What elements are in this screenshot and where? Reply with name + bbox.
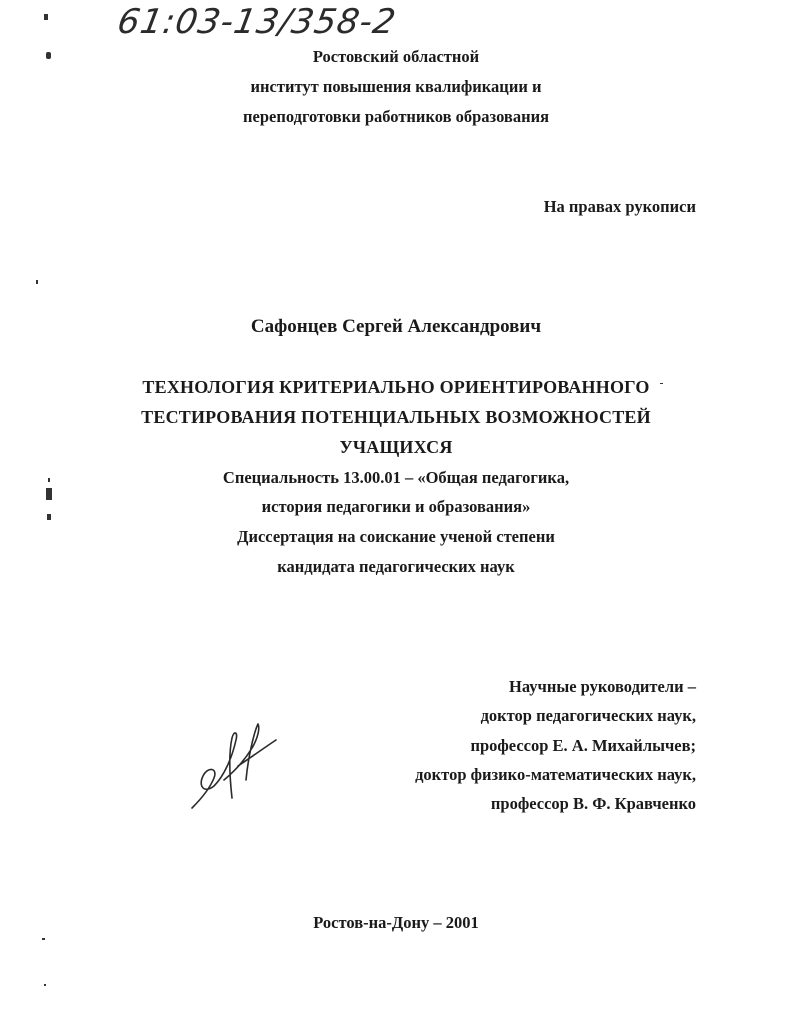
degree-line-1: Диссертация на соискание ученой степени: [237, 527, 555, 546]
scan-speck: [46, 488, 52, 500]
institution-line-1: Ростовский областной: [312, 47, 480, 66]
supervisor-1-degree: доктор педагогических наук,: [480, 706, 696, 725]
scan-speck: [660, 383, 663, 384]
degree-line-2: кандидата педагогических наук: [277, 557, 515, 576]
supervisor-1-name: профессор Е. А. Михайлычев;: [470, 736, 696, 755]
scan-speck: [48, 478, 50, 482]
archive-handwritten-number: 61:03-13/358-2: [114, 2, 400, 42]
scan-speck: [47, 514, 51, 520]
scan-speck: [44, 14, 48, 20]
scan-speck: [36, 280, 38, 284]
handwritten-signature: [188, 718, 280, 814]
specialty-line-1: Специальность 13.00.01 – «Общая педагогика,: [222, 468, 570, 487]
author-name: Сафонцев Сергей Александрович: [250, 316, 542, 337]
supervisor-2-degree: доктор физико-математических наук,: [415, 765, 696, 784]
title-line-1: ТЕХНОЛОГИЯ КРИТЕРИАЛЬНО ОРИЕНТИРОВАННОГО: [142, 377, 650, 397]
scan-speck: [44, 984, 46, 986]
title-line-2: ТЕСТИРОВАНИЯ ПОТЕНЦИАЛЬНЫХ ВОЗМОЖНОСТЕЙ: [141, 407, 651, 427]
supervisor-2-name: профессор В. Ф. Кравченко: [490, 794, 696, 813]
supervisors-heading: Научные руководители –: [509, 677, 696, 696]
scan-speck: [42, 938, 45, 940]
institution-line-3: переподготовки работников образования: [242, 107, 550, 126]
title-line-3: УЧАЩИХСЯ: [339, 437, 453, 457]
institution-line-2: институт повышения квалификации и: [250, 77, 542, 96]
place-and-year: Ростов-на-Дону – 2001: [313, 913, 479, 932]
scan-speck: [46, 52, 51, 59]
manuscript-rights-note: На правах рукописи: [543, 197, 696, 216]
specialty-line-2: история педагогики и образования»: [261, 497, 531, 516]
